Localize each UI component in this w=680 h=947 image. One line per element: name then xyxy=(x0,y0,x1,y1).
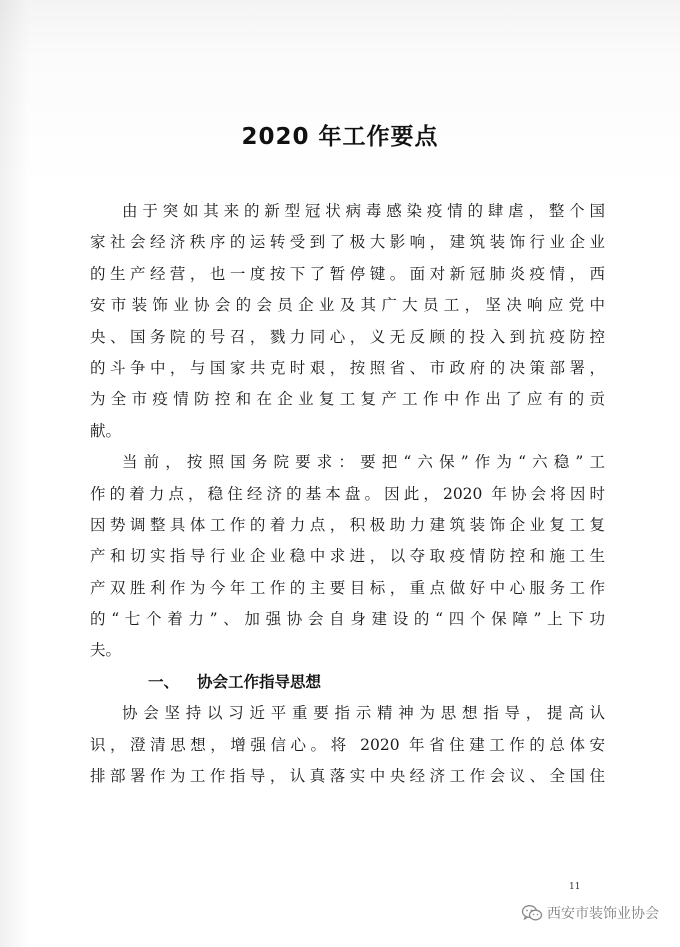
paragraph-line: 的生产经营，也一度按下了暂停键。面对新冠肺炎疫情，西 xyxy=(90,264,605,283)
paragraph-line: 因势调整具体工作的着力点，积极助力建筑装饰企业复工复 xyxy=(90,515,605,534)
paragraph-line: 排部署作为工作指导，认真落实中央经济工作会议、全国住 xyxy=(90,767,605,786)
paragraph-line: 产双胜利作为今年工作的主要目标，重点做好中心服务工作 xyxy=(90,578,605,597)
paragraph-line: 献。 xyxy=(90,421,122,440)
section-heading xyxy=(90,667,605,698)
section-title: 协会工作指导思想 xyxy=(197,672,322,691)
paragraph-line: 协会坚持以习近平重要指示精神为思想指导，提高认 xyxy=(122,704,605,723)
section-number: 一、 xyxy=(148,672,180,691)
page-number: 11 xyxy=(569,882,581,892)
wechat-icon xyxy=(521,904,543,922)
paragraph-line: 家社会经济秩序的运转受到了极大影响，建筑装饰行业企业 xyxy=(90,233,605,252)
paragraph-line: 夫。 xyxy=(90,641,122,660)
paragraph-line: 当前，按照国务院要求：要把“六保”作为“六稳”工 xyxy=(122,453,605,472)
paragraph-line: 央、国务院的号召，戮力同心，义无反顾的投入到抗疫防控 xyxy=(90,327,605,346)
source-watermark xyxy=(521,903,659,923)
paragraph-line: 产和切实指导行业企业稳中求进，以夺取疫情防控和施工生 xyxy=(90,547,605,566)
paragraph-line: 作的着力点，稳住经济的基本盘。因此，2020 年协会将因时 xyxy=(90,484,605,503)
document-title: 2020 年工作要点 xyxy=(241,124,439,150)
document-body xyxy=(90,196,605,792)
paragraph-line: 为全市疫情防控和在企业复工复产工作中作出了应有的贡 xyxy=(90,390,605,409)
paragraph-line: 由于突如其来的新型冠状病毒感染疫情的肆虐，整个国 xyxy=(122,202,605,220)
paragraph-line: 安市装饰业协会的会员企业及其广大员工，坚决响应党中 xyxy=(90,296,605,315)
paragraph-line: 的“七个着力”、加强协会自身建设的“四个保障”上下功 xyxy=(90,610,605,629)
paragraph-line: 的斗争中，与国家共克时艰，按照省、市政府的决策部署， xyxy=(90,358,605,377)
paragraph-line: 识，澄清思想，增强信心。将 2020 年省住建工作的总体安 xyxy=(90,735,605,754)
watermark-text: 西安市装饰业协会 xyxy=(547,906,659,922)
